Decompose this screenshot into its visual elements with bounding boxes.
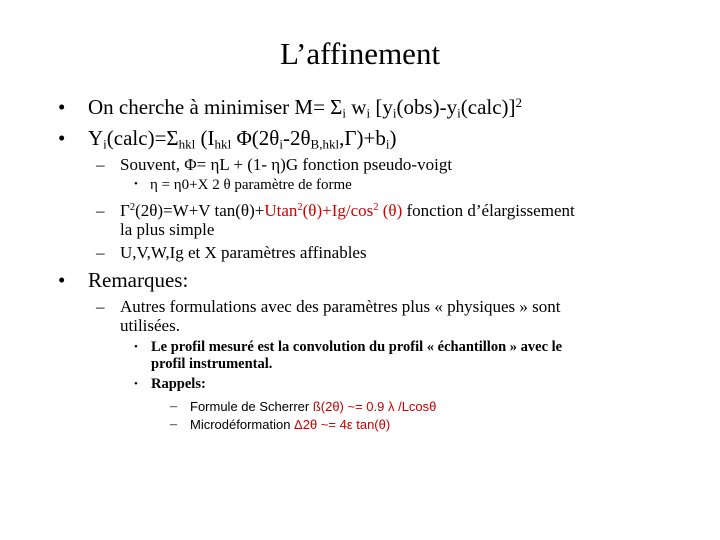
- subscript: i: [279, 136, 283, 152]
- formula-label: Microdéformation: [190, 417, 295, 432]
- other-formulations-line-2: utilisées.: [120, 316, 180, 335]
- pseudo-voigt-line: Souvent, Φ= ηL + (1- η)G fonction pseudo-voigt: [120, 155, 453, 174]
- highlight-term: (θ)+Ig/cos: [302, 201, 374, 220]
- highlight-term: Utan: [264, 201, 298, 220]
- subscript: i: [366, 105, 371, 121]
- text-fragment: ): [389, 126, 397, 150]
- text-fragment: On cherche à minimiser M= Σ: [88, 95, 343, 119]
- dash-marker: –: [96, 243, 105, 262]
- microstrain-formula-line: [190, 417, 390, 434]
- convolution-line-2: profil instrumental.: [151, 356, 273, 372]
- broadening-function-line: [120, 201, 575, 221]
- dash-marker: –: [170, 417, 177, 432]
- text-fragment: -2θ: [282, 126, 311, 150]
- subscript: i: [385, 136, 390, 152]
- superscript: 2: [373, 202, 379, 214]
- bullet-marker: •: [134, 178, 138, 190]
- bullet-marker: •: [58, 126, 66, 150]
- subscript: i: [342, 105, 347, 121]
- text-fragment: Γ: [120, 201, 130, 220]
- superscript: 2: [129, 202, 136, 214]
- text-fragment: fonction d’élargissement: [402, 201, 575, 220]
- bullet-minimize-objective: [88, 95, 522, 120]
- subscript: hkl: [214, 136, 232, 152]
- bullet-marker: •: [58, 268, 66, 292]
- text-fragment: w: [346, 95, 367, 119]
- other-formulations-line: Autres formulations avec des paramètres plus « physiques » sont: [120, 297, 561, 316]
- text-fragment: (calc)]: [460, 95, 516, 119]
- subscript: hkl: [178, 136, 196, 152]
- dash-marker: –: [96, 201, 105, 220]
- bullet-marker: •: [134, 341, 138, 353]
- dash-marker: –: [170, 399, 177, 414]
- broadening-function-line-2: la plus simple: [120, 220, 215, 239]
- superscript: 2: [297, 202, 303, 214]
- text-fragment: Y: [88, 126, 104, 150]
- remarks-heading: Remarques:: [88, 268, 189, 292]
- bullet-calc-formula: [88, 126, 396, 151]
- eta-parameter-line: η = η0+X 2 θ paramètre de forme: [150, 177, 352, 193]
- formula-label: Formule de Scherrer: [190, 399, 313, 414]
- dash-marker: –: [96, 155, 105, 174]
- subscript: i: [392, 105, 397, 121]
- microstrain-formula: Δ2θ ~= 4ε tan(θ): [294, 417, 391, 432]
- subscript: B,hkl: [310, 136, 340, 152]
- slide-title: L’affinement: [279, 36, 441, 71]
- text-fragment: (calc)=Σ: [106, 126, 179, 150]
- bullet-marker: •: [134, 378, 138, 390]
- text-fragment: (obs)-y: [396, 95, 458, 119]
- text-fragment: Φ(2θ: [231, 126, 280, 150]
- text-fragment: ,Γ)+b: [339, 126, 386, 150]
- text-fragment: (2θ)=W+V tan(θ)+: [135, 201, 265, 220]
- highlight-term: (θ): [378, 201, 403, 220]
- refinable-parameters-line: U,V,W,Ig et X paramètres affinables: [120, 243, 367, 262]
- scherrer-formula-line: [190, 399, 436, 416]
- superscript: 2: [515, 94, 523, 110]
- subscript: i: [457, 105, 461, 121]
- dash-marker: –: [96, 297, 105, 316]
- reminders-heading: Rappels:: [151, 376, 206, 392]
- text-fragment: (I: [195, 126, 215, 150]
- subscript: i: [103, 136, 107, 152]
- convolution-line: Le profil mesuré est la convolution du profil « échantillon » avec le: [151, 339, 563, 355]
- scherrer-formula: ß(2θ) ~= 0.9 λ /Lcosθ: [312, 399, 437, 414]
- text-fragment: [y: [370, 95, 393, 119]
- bullet-marker: •: [58, 95, 66, 119]
